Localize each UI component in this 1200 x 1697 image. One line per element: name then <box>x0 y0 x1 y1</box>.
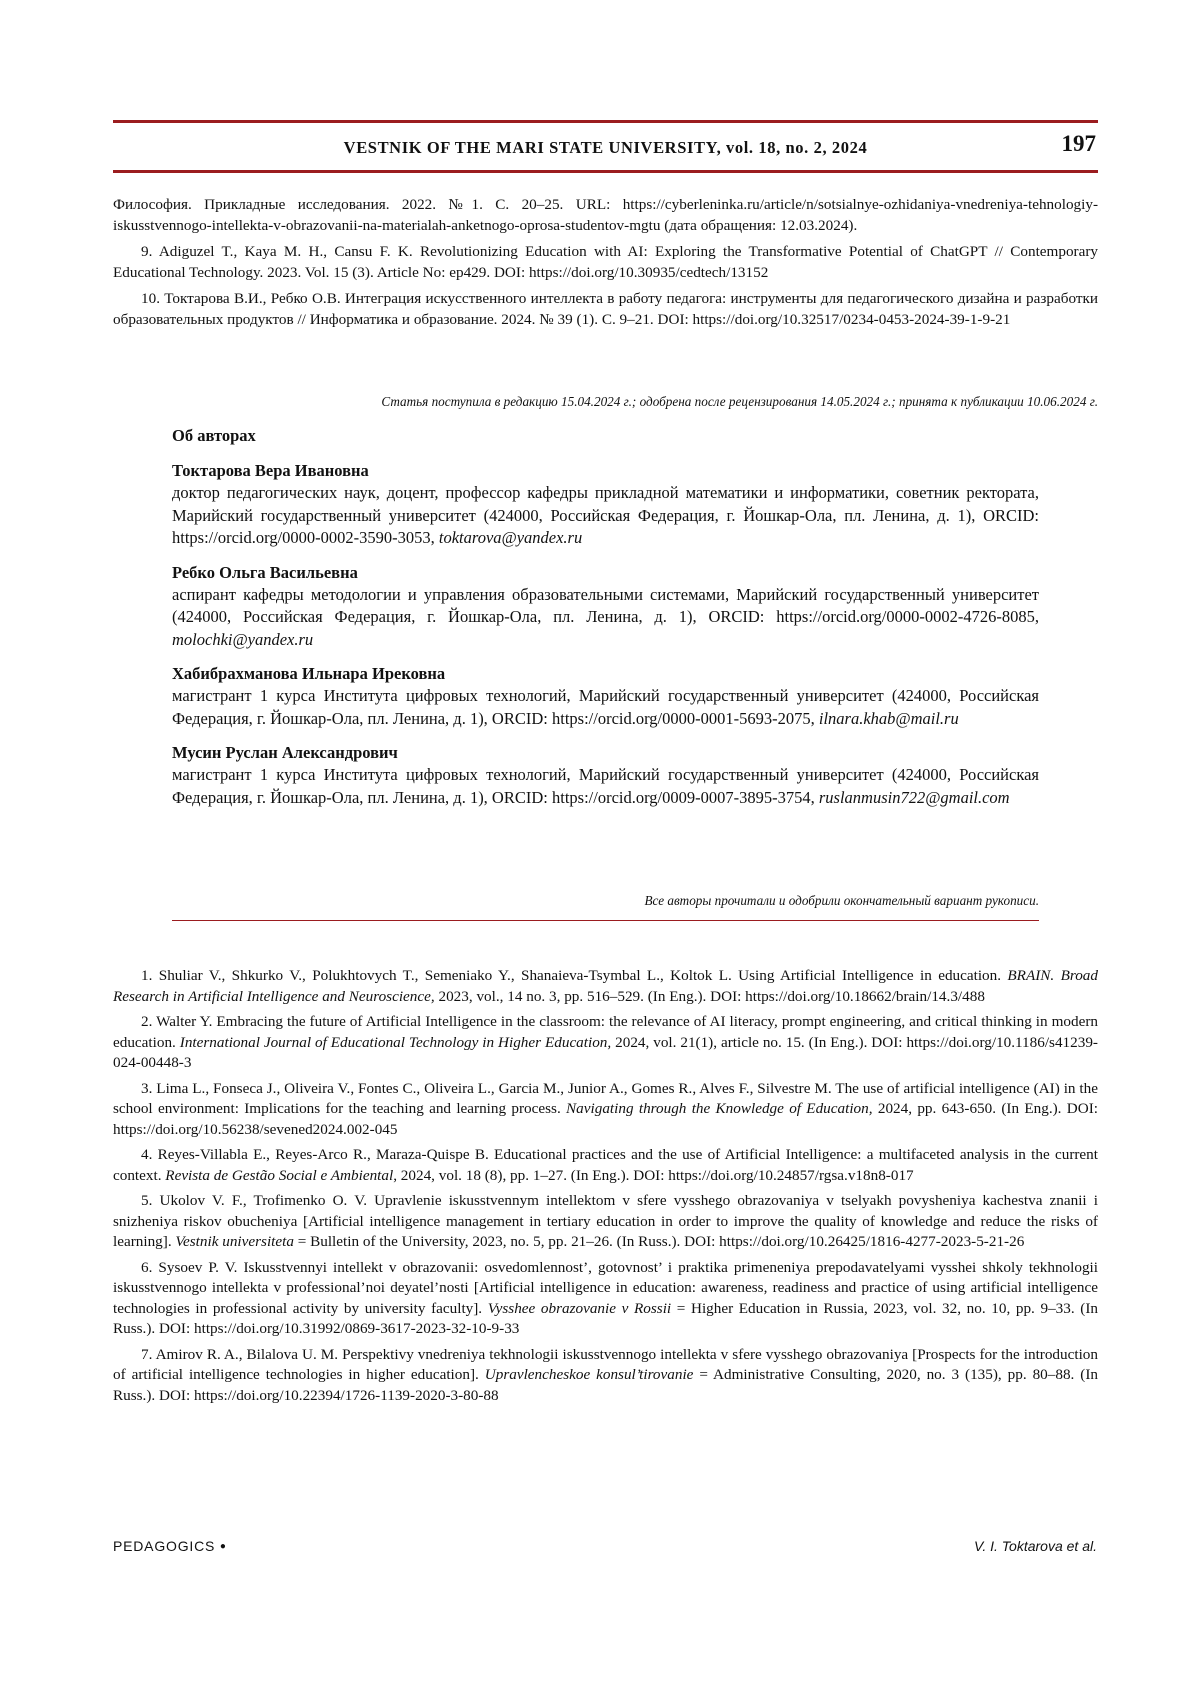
reference-item <box>113 1258 1098 1340</box>
reference-source: BRAIN. Broad Research in Artificial Intelligence and Neuroscience, <box>113 967 1098 1005</box>
article-received-note: Статья поступила в редакцию 15.04.2024 г.; одобрена после рецензирования 14.05.2024 г.; принята к публикации 10.06.2024 г. <box>381 394 1098 409</box>
reference-item <box>113 966 1098 1007</box>
author-description <box>172 584 1039 652</box>
author-email: toktarova@yandex.ru <box>438 528 583 547</box>
author-email: molochki@yandex.ru <box>172 629 314 649</box>
footer-section-name: PEDAGOGICS <box>113 1538 216 1554</box>
bullet-icon: ● <box>219 1541 227 1552</box>
reference-details: 2023, vol., 14 no. 3, pp. 516–529. (In Eng.). DOI: https://doi.org/10.18662/brain/14.3/488 <box>434 987 985 1005</box>
author-affiliation: магистрант 1 курса Института цифровых технологий, Марийский государственный университет (424000, Российская Федерация, г. Йошкар-Ола, пл. Ленина, д. 1), ORCID: https://orcid.org/0009-0007-3895-3754, <box>172 765 1039 807</box>
reference-text: 2. Walter Y. Embracing the future of Artificial Intelligence in the classroom: the relevance of AI literacy, prompt engineering, and critical thinking in modern education. <box>113 1013 1098 1051</box>
author-entry <box>172 562 1039 652</box>
reference-details: 2024, pp. 643-650. (In Eng.). DOI: https://doi.org/10.56238/sevened2024.002-045 <box>113 1100 1098 1138</box>
author-description <box>172 482 1039 550</box>
reference-item <box>113 1345 1098 1407</box>
reference-item: 9. Adiguzel T., Kaya M. H., Cansu F. K. Revolutionizing Education with AI: Exploring the Transformative Potential of ChatGPT // Contemporary Educational Technology. 2023. Vol. 15 (3). Article No: ep429. DOI: https://doi.org/10.30935/cedtech/13152 <box>113 243 1098 281</box>
author-entry <box>172 460 1039 550</box>
running-header-title: VESTNIK OF THE MARI STATE UNIVERSITY, vol. 18, no. 2, 2024 <box>343 138 868 157</box>
authors-approval-note: Все авторы прочитали и одобрили окончательный вариант рукописи. <box>644 893 1039 908</box>
header-bottom-rule <box>113 170 1098 173</box>
author-name: Мусин Руслан Александрович <box>172 743 398 762</box>
reference-source: Vysshee obrazovanie v Rossii <box>487 1299 672 1317</box>
references-english <box>113 966 1098 1411</box>
reference-details: = Administrative Consulting, 2020, no. 3 (135), pp. 80–88. (In Russ.). DOI: https://doi.org/10.22394/1726-1139-2020-3-80-88 <box>113 1366 1098 1404</box>
page-number: 197 <box>1061 131 1096 156</box>
reference-details: = Higher Education in Russia, 2023, vol. 32, no. 10, pp. 9–33. (In Russ.). DOI: https://doi.org/10.31992/0869-3617-2023-32-10-9-33 <box>113 1299 1099 1337</box>
author-name: Токтарова Вера Ивановна <box>172 461 369 480</box>
footer-authors: V. I. Toktarova et al. <box>974 1538 1097 1554</box>
reference-details: 2024, vol. 21(1), article no. 15. (In Eng.). DOI: https://doi.org/10.1186/s41239-024-00448-3 <box>113 1033 1098 1071</box>
reference-text: 1. Shuliar V., Shkurko V., Polukhtovych T., Semeniako Y., Shanaieva-Tsymbal L., Koltok L. Using Artificial Intelligence in education. <box>141 967 1008 984</box>
reference-details: , 2024, vol. 18 (8), pp. 1–27. (In Eng.). DOI: https://doi.org/10.24857/rgsa.v18n8-017 <box>393 1166 914 1184</box>
reference-item: Философия. Прикладные исследования. 2022. №1. С. 20–25. URL: https://cyberleninka.ru/article/n/sotsialnye-ozhidaniya-vnedreniya-tehnologiy-iskusstvennogo-intellekta-v-obrazovanii-na-materialah-anketnogo-oprosa-studentov-mgtu (дата обращения: 12.03.2024). <box>113 196 1098 234</box>
reference-source: International Journal of Educational Technology in Higher Education, <box>179 1033 612 1051</box>
header-top-rule <box>113 120 1098 123</box>
reference-text: 6. Sysoev P. V. Iskusstvennyi intellekt v obrazovanii: osvedomlennost’, gotovnost’ i praktika primeneniya prepodavatelyami vysshei shkoly tekhnologii iskusstvennogo intellekta v professional’noi deyatel’nosti [Artificial intelligence in education: awareness, readiness and practice of using artificial intelligence technologies in professional activity by university faculty]. <box>113 1258 1098 1317</box>
author-email: ilnara.khab@mail.ru <box>818 708 959 728</box>
footer-section-label <box>113 1538 227 1554</box>
reference-item: 10. Токтарова В.И., Ребко О.В. Интеграция искусственного интеллекта в работу педагога: инструменты для педагогического дизайна и разработки образовательных продуктов // Информатика и образование. 2024. № 39 (1). С. 9–21. DOI: https://doi.org/10.32517/0234-0453-2024-39-1-9-21 <box>113 290 1098 328</box>
author-entry <box>172 742 1039 809</box>
author-name: Хабибрахманова Ильнара Ирековна <box>172 664 446 683</box>
author-name: Ребко Ольга Васильевна <box>172 562 358 582</box>
reference-item <box>113 1145 1098 1186</box>
author-affiliation: аспирант кафедры методологии и управления образовательными системами, Марийский государственный университет (424000, Российская Федерация, г. Йошкар-Ола, пл. Ленина, д. 1), ORCID: https://orcid.org/0000-0002-4726-8085, <box>172 584 1039 626</box>
reference-source: Upravlencheskoe konsul’tirovanie <box>484 1366 694 1383</box>
reference-item <box>113 1079 1098 1141</box>
references-russian-continued <box>113 195 1098 336</box>
author-description <box>172 764 1039 809</box>
reference-item <box>113 1191 1098 1253</box>
reference-text: 7. Amirov R. A., Bilalova U. M. Perspektivy vnedreniya tekhnologii iskusstvennogo intellekta v sfere vysshego obrazovaniya [Prospects for the introduction of artificial intelligence technologies in higher education]. <box>113 1345 1098 1383</box>
reference-item <box>113 1012 1098 1074</box>
author-description <box>172 685 1039 730</box>
reference-text: 5. Ukolov V. F., Trofimenko O. V. Upravlenie iskusstvennym intellektom v sfere vysshego obrazovaniya v tselyakh povysheniya kachestva znanii i snizheniya riskov obucheniya [Artificial intelligence management in tertiary education in order to improve the quality of knowledge and reduce the risks of learning]. <box>113 1192 1098 1250</box>
reference-source: Navigating through the Knowledge of Education, <box>566 1100 873 1117</box>
reference-details: = Bulletin of the University, 2023, no. 5, pp. 21–26. (In Russ.). DOI: https://doi.org/10.26425/1816-4277-2023-5-21-26 <box>293 1233 1025 1250</box>
author-affiliation: магистрант 1 курса Института цифровых технологий, Марийский государственный университет (424000, Российская Федерация, г. Йошкар-Ола, пл. Ленина, д. 1), ORCID: https://orcid.org/0000-0001-5693-2075, <box>172 686 1039 728</box>
author-entry <box>172 663 1039 730</box>
authors-section-rule <box>172 920 1039 921</box>
reference-source: Revista de Gestão Social e Ambiental <box>165 1166 394 1184</box>
author-affiliation: доктор педагогических наук, доцент, профессор кафедры прикладной математики и информатики, советник ректората, Марийский государственный университет (424000, Российская Федерация, г. Йошкар-Ола, пл. Ленина, д. 1), ORCID: https://orcid.org/0000-0002-3590-3053, <box>172 483 1039 547</box>
about-authors-heading: Об авторах <box>172 426 256 445</box>
reference-text: 4. Reyes-Villabla E., Reyes-Arco R., Maraza-Quispe B. Educational practices and the use of Artificial Intelligence: a multifaceted analysis in the current context. <box>113 1146 1098 1184</box>
reference-source: Vestnik universiteta <box>175 1233 294 1250</box>
author-email: ruslanmusin722@gmail.com <box>818 787 1010 807</box>
reference-text: 3. Lima L., Fonseca J., Oliveira V., Fontes C., Oliveira L., Garcia M., Junior A., Gomes R., Alves F., Silvestre M. The use of artificial intelligence (AI) in the school environment: Implications for the teaching and learning process. <box>113 1079 1098 1117</box>
about-authors-section <box>172 426 1039 821</box>
